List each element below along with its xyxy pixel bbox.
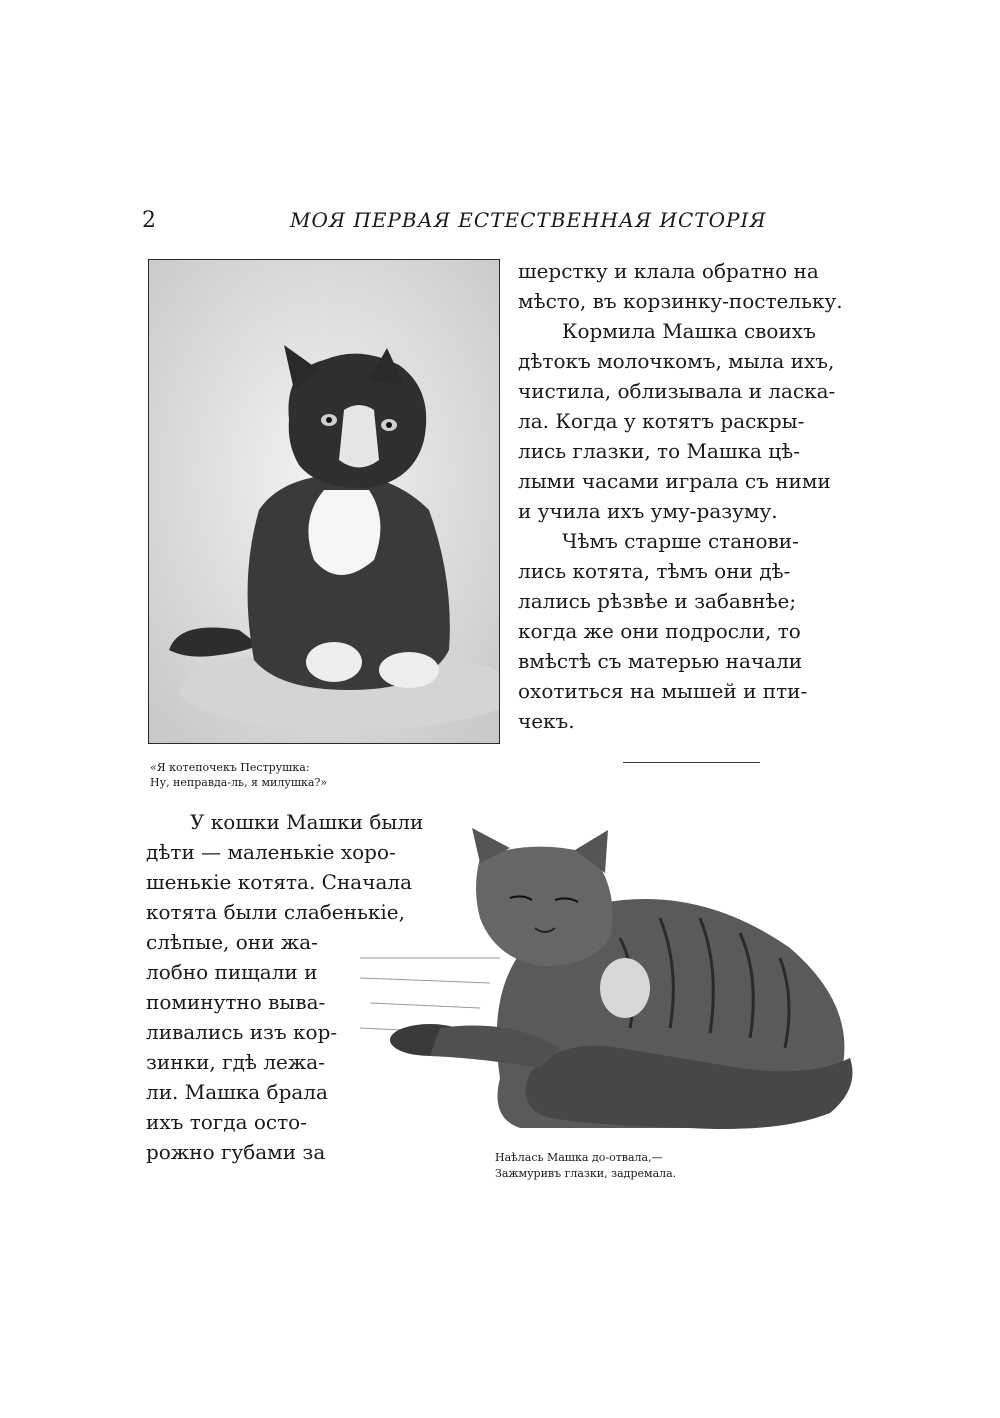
text-line: мѣсто, въ корзинку-постельку. xyxy=(518,289,843,313)
text-line: слѣпые, они жа- xyxy=(146,930,318,954)
text-line: дѣти — маленькіе хоро- xyxy=(146,840,396,864)
paragraph xyxy=(518,526,863,736)
text-line: лись глазки, то Машка цѣ- xyxy=(518,439,800,463)
caption-line: «Я котепочекъ Пеструшка: xyxy=(150,761,310,774)
text-line: лобно пищали и xyxy=(146,960,318,984)
section-divider xyxy=(623,762,760,763)
text-line: ли. Машка брала xyxy=(146,1080,328,1104)
text-line: чекъ. xyxy=(518,709,575,733)
figure-caption-kitten xyxy=(150,760,327,790)
text-line: Кормила Машка своихъ xyxy=(562,319,816,343)
text-line: лались рѣзвѣе и забавнѣе; xyxy=(518,589,797,613)
text-line: рожно губами за xyxy=(146,1140,326,1164)
text-line: ла. Когда у котятъ раскры- xyxy=(518,409,805,433)
sleeping-cat-engraving xyxy=(360,818,862,1140)
running-title: МОЯ ПЕРВАЯ ЕСТЕСТВЕННАЯ ИСТОРІЯ xyxy=(290,208,767,232)
text-line: дѣтокъ молочкомъ, мыла ихъ, xyxy=(518,349,835,373)
kitten-illustration xyxy=(149,260,499,743)
caption-line: Ну, неправда-ль, я милушка?» xyxy=(150,776,328,789)
cat-illustration xyxy=(360,818,862,1140)
page-number: 2 xyxy=(142,208,156,233)
text-line: лыми часами играла съ ними xyxy=(518,469,831,493)
paragraph xyxy=(518,256,863,316)
right-column-text xyxy=(518,256,863,736)
text-line: лись котята, тѣмъ они дѣ- xyxy=(518,559,791,583)
kitten-photo xyxy=(148,259,500,744)
text-line: охотиться на мышей и пти- xyxy=(518,679,808,703)
text-line: зинки, гдѣ лежа- xyxy=(146,1050,325,1074)
caption-line: Зажмуривъ глазки, задремала. xyxy=(495,1167,677,1180)
text-line: котята были слабенькіе, xyxy=(146,900,405,924)
text-line: поминутно выва- xyxy=(146,990,326,1014)
text-line: ливались изъ кор- xyxy=(146,1020,338,1044)
text-line: У кошки Машки были xyxy=(190,810,424,834)
text-line: Чѣмъ старше станови- xyxy=(562,529,799,553)
text-line: ихъ тогда осто- xyxy=(146,1110,307,1134)
paragraph xyxy=(518,316,863,526)
text-line: когда же они подросли, то xyxy=(518,619,801,643)
caption-line: Наѣлась Машка до-отвала,— xyxy=(495,1151,663,1164)
text-line: шерстку и клала обратно на xyxy=(518,259,819,283)
text-line: вмѣстѣ съ матерью начали xyxy=(518,649,803,673)
text-line: чистила, облизывала и ласка- xyxy=(518,379,836,403)
figure-caption-cat xyxy=(495,1150,676,1182)
text-line: шенькіе котята. Сначала xyxy=(146,870,412,894)
text-line: и учила ихъ уму-разуму. xyxy=(518,499,778,523)
